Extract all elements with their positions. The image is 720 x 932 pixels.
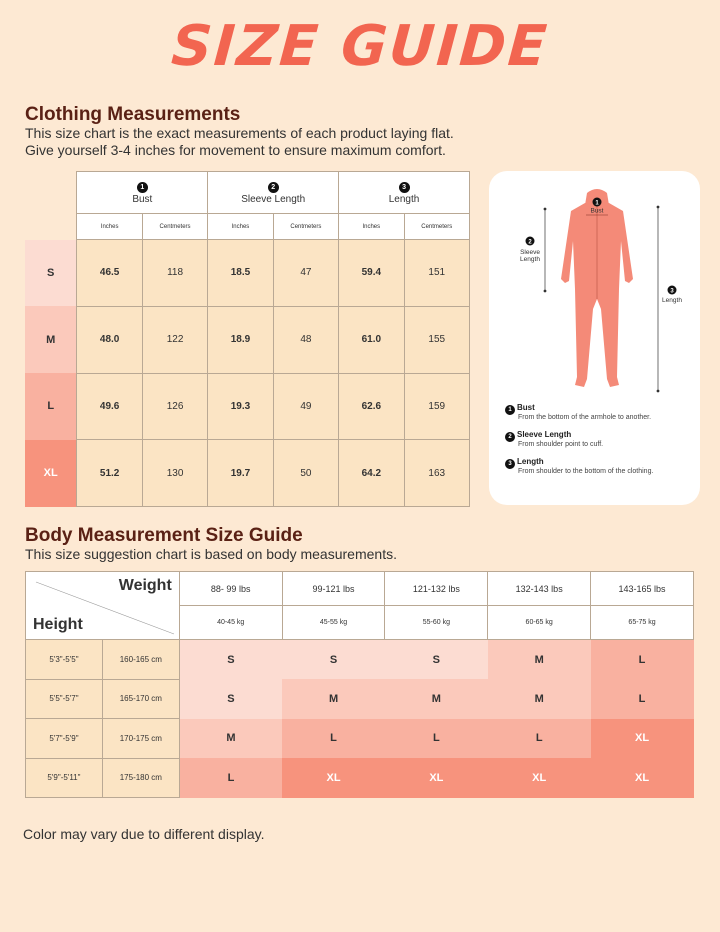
legend-item-sleeve-length xyxy=(505,430,695,448)
table-cell: 49.6 xyxy=(77,373,142,440)
body-heading: Body Measurement Size Guide xyxy=(25,525,303,546)
size-cell: L xyxy=(282,719,385,759)
legend-item-length xyxy=(505,457,695,475)
table-row xyxy=(26,719,694,759)
table-cell: 19.3 xyxy=(208,373,273,440)
table-cell: 61.0 xyxy=(339,306,404,373)
height-ft-cell: 5'3"-5'5" xyxy=(26,640,103,680)
number-badge: 3 xyxy=(399,182,410,193)
unit-header: Inches xyxy=(77,214,142,240)
arrow-end xyxy=(544,208,547,211)
weight-header: 99-121 lbs xyxy=(282,572,385,606)
length-label: Length xyxy=(662,297,682,304)
unit-header: Centmeters xyxy=(404,214,469,240)
arrow-end xyxy=(657,206,660,209)
table-row xyxy=(25,440,470,507)
size-cell: XL xyxy=(591,758,694,798)
arrow-end xyxy=(657,390,660,393)
weight-kg-header: 45-55 kg xyxy=(282,606,385,640)
table-cell: 49 xyxy=(273,373,338,440)
size-label: XL xyxy=(25,440,77,507)
table-row xyxy=(25,240,470,307)
height-cm-cell: 175-180 cm xyxy=(102,758,179,798)
size-cell: S xyxy=(282,640,385,680)
table-corner xyxy=(25,214,77,240)
table-cell: 18.9 xyxy=(208,306,273,373)
table-cell: 159 xyxy=(404,373,469,440)
weight-header: 132-143 lbs xyxy=(488,572,591,606)
table-cell: 64.2 xyxy=(339,440,404,507)
table-cell: 47 xyxy=(273,240,338,307)
size-cell: XL xyxy=(591,719,694,759)
legend-desc: From the bottom of the armhole to another. xyxy=(518,414,652,421)
height-cm-cell: 160-165 cm xyxy=(102,640,179,680)
table-cell: 151 xyxy=(404,240,469,307)
weight-label: Weight xyxy=(118,577,172,594)
sleeve-label-2: Length xyxy=(520,256,540,263)
unit-header: Inches xyxy=(208,214,273,240)
table-cell: 48 xyxy=(273,306,338,373)
weight-header: 121-132 lbs xyxy=(385,572,488,606)
legend-name: Bust xyxy=(517,403,535,412)
clothing-heading: Clothing Measurements xyxy=(25,104,241,125)
table-cell: 18.5 xyxy=(208,240,273,307)
column-header-label: Sleeve Length xyxy=(241,194,306,205)
weight-kg-header: 60-65 kg xyxy=(488,606,591,640)
number-badge: 2 xyxy=(268,182,279,193)
table-cell: 130 xyxy=(142,440,207,507)
jumpsuit-illustration xyxy=(489,171,700,401)
size-cell: XL xyxy=(282,758,385,798)
size-cell: L xyxy=(591,640,694,680)
size-cell: L xyxy=(179,758,282,798)
size-cell: M xyxy=(488,640,591,680)
column-header-label: Length xyxy=(388,194,420,205)
table-row xyxy=(26,679,694,719)
table-cell: 51.2 xyxy=(77,440,142,507)
number-badge: 3 xyxy=(505,459,515,469)
height-cm-cell: 170-175 cm xyxy=(102,719,179,759)
height-ft-cell: 5'7"-5'9" xyxy=(26,719,103,759)
size-cell: S xyxy=(179,640,282,680)
size-cell: S xyxy=(385,640,488,680)
weight-kg-header: 40-45 kg xyxy=(179,606,282,640)
table-cell: 62.6 xyxy=(339,373,404,440)
legend-desc: From shoulder to the bottom of the clothing. xyxy=(518,468,654,475)
table-cell: 118 xyxy=(142,240,207,307)
weight-kg-header: 55-60 kg xyxy=(385,606,488,640)
size-cell: M xyxy=(282,679,385,719)
height-ft-cell: 5'9"-5'11" xyxy=(26,758,103,798)
weight-kg-header: 65-75 kg xyxy=(591,606,694,640)
size-cell: XL xyxy=(385,758,488,798)
table-row xyxy=(25,373,470,440)
sleeve-label-1: Sleeve xyxy=(520,249,540,256)
weight-height-header xyxy=(26,572,180,640)
weight-header: 143-165 lbs xyxy=(591,572,694,606)
size-label: S xyxy=(25,240,77,307)
badge-number: 2 xyxy=(528,239,532,246)
unit-header: Centmeters xyxy=(142,214,207,240)
unit-header: Inches xyxy=(339,214,404,240)
table-cell: 122 xyxy=(142,306,207,373)
size-cell: M xyxy=(488,679,591,719)
legend-desc: From shoulder point to cuff. xyxy=(518,441,604,448)
table-cell: 59.4 xyxy=(339,240,404,307)
color-disclaimer: Color may vary due to different display. xyxy=(23,826,265,842)
body-desc: This size suggestion chart is based on body measurements. xyxy=(25,546,397,562)
legend-name: Sleeve Length xyxy=(517,430,572,439)
size-cell: M xyxy=(385,679,488,719)
size-cell: L xyxy=(591,679,694,719)
column-header-length xyxy=(339,172,470,214)
number-badge: 1 xyxy=(137,182,148,193)
page-title: SIZE GUIDE xyxy=(169,14,551,79)
legend-name: Length xyxy=(517,457,544,466)
garment-figure-panel xyxy=(489,171,700,505)
number-badge: 2 xyxy=(505,432,515,442)
height-label: Height xyxy=(33,616,83,633)
size-cell: M xyxy=(179,719,282,759)
column-header-sleeve-length xyxy=(208,172,339,214)
table-row xyxy=(26,758,694,798)
table-row xyxy=(25,306,470,373)
arrow-end xyxy=(544,290,547,293)
badge-number: 3 xyxy=(670,288,674,295)
size-cell: L xyxy=(488,719,591,759)
size-label: L xyxy=(25,373,77,440)
clothing-desc-1: This size chart is the exact measurements of each product laying flat. xyxy=(25,125,454,141)
table-cell: 155 xyxy=(404,306,469,373)
size-label: M xyxy=(25,306,77,373)
table-cell: 126 xyxy=(142,373,207,440)
number-badge: 1 xyxy=(505,405,515,415)
table-cell: 46.5 xyxy=(77,240,142,307)
clothing-desc-2: Give yourself 3-4 inches for movement to ensure maximum comfort. xyxy=(25,142,446,158)
column-header-bust xyxy=(77,172,208,214)
table-cell: 48.0 xyxy=(77,306,142,373)
size-cell: XL xyxy=(488,758,591,798)
body-size-table xyxy=(25,571,694,798)
table-cell: 50 xyxy=(273,440,338,507)
size-cell: L xyxy=(385,719,488,759)
bust-label: Bust xyxy=(590,207,604,215)
height-ft-cell: 5'5"-5'7" xyxy=(26,679,103,719)
table-corner xyxy=(25,172,77,214)
weight-header: 88- 99 lbs xyxy=(179,572,282,606)
column-header-label: Bust xyxy=(132,194,153,205)
legend-item-bust xyxy=(505,403,695,421)
badge-number: 1 xyxy=(595,200,599,207)
table-cell: 19.7 xyxy=(208,440,273,507)
table-cell: 163 xyxy=(404,440,469,507)
unit-header: Centmeters xyxy=(273,214,338,240)
size-cell: S xyxy=(179,679,282,719)
clothing-measurements-table xyxy=(25,171,470,507)
height-cm-cell: 165-170 cm xyxy=(102,679,179,719)
table-row xyxy=(26,640,694,680)
